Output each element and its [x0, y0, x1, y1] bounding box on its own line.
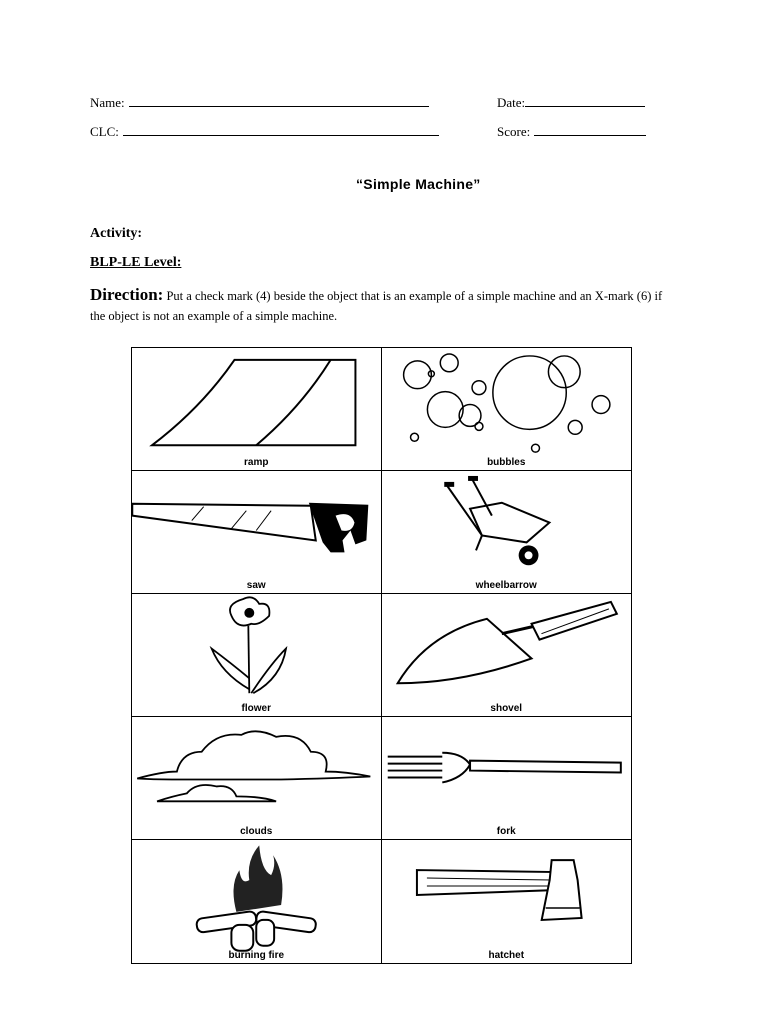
date-label: Date: [497, 95, 526, 110]
score-label: Score: [497, 124, 531, 139]
saw-icon [132, 471, 381, 593]
level-label: BLP-LE Level: [90, 255, 182, 270]
bubbles-icon [382, 348, 632, 470]
ramp-icon [132, 348, 381, 470]
shovel-icon [382, 594, 632, 716]
item-wheelbarrow[interactable] [382, 471, 632, 594]
item-ramp[interactable] [132, 348, 382, 471]
item-bubbles[interactable] [382, 348, 632, 471]
item-caption: clouds [240, 826, 273, 837]
score-field [497, 124, 646, 140]
clc-blank[interactable] [123, 124, 439, 136]
fire-icon [132, 840, 381, 963]
clouds-icon [132, 717, 381, 839]
item-caption: saw [246, 580, 266, 591]
item-caption: flower [241, 703, 271, 714]
picture-grid [131, 347, 632, 964]
item-caption: hatchet [488, 950, 525, 961]
item-caption: shovel [490, 703, 523, 714]
flower-icon [132, 594, 381, 716]
item-flower[interactable] [132, 594, 382, 717]
clc-label: CLC: [90, 124, 119, 139]
worksheet-title: “Simple Machine” [356, 176, 481, 192]
direction-paragraph [90, 285, 668, 326]
item-caption: ramp [244, 457, 269, 468]
item-caption: bubbles [487, 457, 526, 468]
date-blank[interactable] [525, 95, 645, 107]
item-caption: wheelbarrow [475, 580, 537, 591]
fork-icon [382, 717, 632, 839]
direction-label: Direction: [90, 285, 164, 304]
item-clouds[interactable] [132, 717, 382, 840]
name-label: Name: [90, 95, 125, 110]
activity-label: Activity: [90, 226, 143, 241]
name-field [90, 95, 429, 111]
item-shovel[interactable] [382, 594, 632, 717]
direction-text: Put a check mark (4) beside the object that is an example of a simple machine and an X-mark (6) if the object is not an example of a simple machine. [90, 289, 663, 323]
item-saw[interactable] [132, 471, 382, 594]
item-caption: fork [496, 826, 516, 837]
date-field [497, 95, 645, 111]
item-hatchet[interactable] [382, 840, 632, 963]
name-blank[interactable] [129, 95, 429, 107]
item-fork[interactable] [382, 717, 632, 840]
item-burning-fire[interactable] [132, 840, 382, 963]
item-caption: burning fire [228, 950, 285, 961]
hatchet-icon [382, 840, 632, 963]
score-blank[interactable] [534, 124, 646, 136]
clc-field [90, 124, 439, 140]
wheelbarrow-icon [382, 471, 632, 593]
